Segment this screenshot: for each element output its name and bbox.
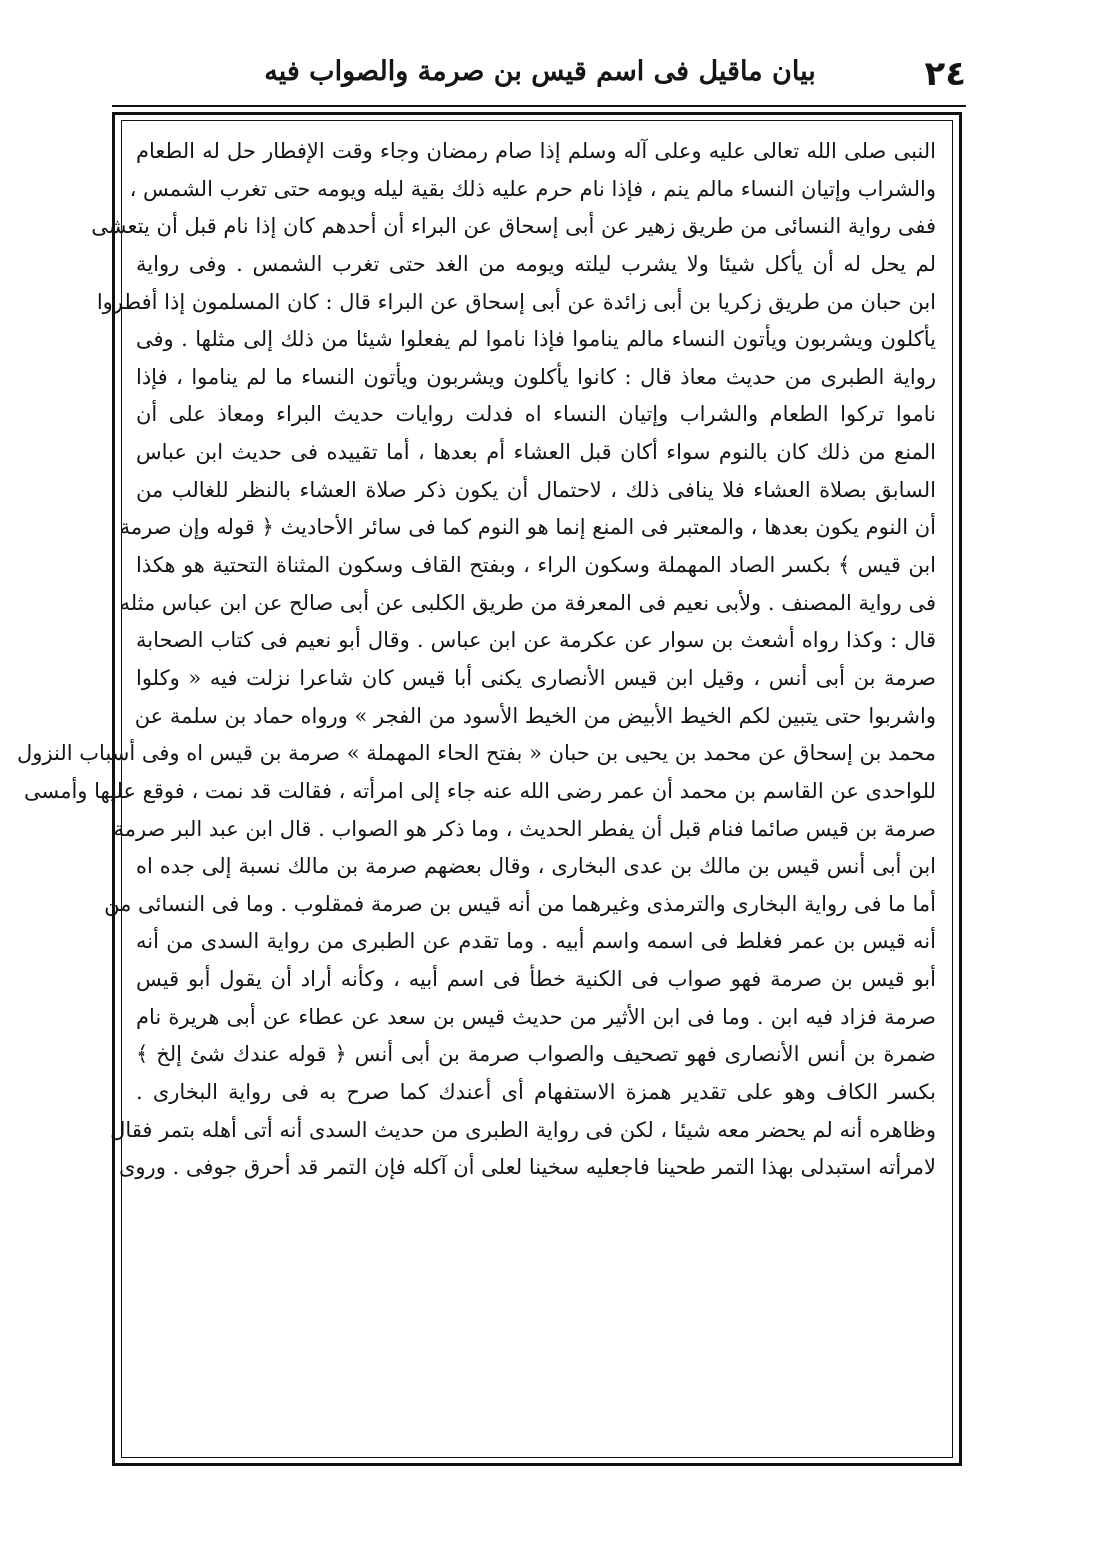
text-line: أما ما فى رواية البخارى والترمذى وغيرهما من أنه قيس بن صرمة فمقلوب . وما فى النسائى من	[104, 891, 936, 916]
text-line: قال : وكذا رواه أشعث بن سوار عن عكرمة عن ابن عباس . وقال أبو نعيم فى كتاب الصحابة	[136, 628, 936, 653]
text-line: محمد بن إسحاق عن محمد بن يحيى بن حبان « بفتح الحاء المهملة » صرمة بن قيس اه وفى أسباب النزول	[17, 741, 936, 766]
text-line: بكسر الكاف وهو على تقدير همزة الاستفهام أى أعندك كما صرح به فى رواية البخارى .	[136, 1080, 936, 1105]
text-line: ابن أبى أنس قيس بن مالك بن عدى البخارى ، وقال بعضهم صرمة بن مالك نسبة إلى جده اه	[136, 854, 936, 879]
text-line: المنع من ذلك كان بالنوم سواء أكان قبل العشاء أم بعدها ، أما تقييده فى حديث ابن عباس	[136, 440, 936, 465]
text-line	[136, 1413, 936, 1451]
text-line: لم يحل له أن يأكل شيئا ولا يشرب ليلته ويومه من الغد حتى تغرب الشمس . وفى رواية	[136, 251, 936, 276]
text-line: ففى رواية النسائى من طريق زهير عن أبى إسحاق عن البراء أن أحدهم كان إذا نام قبل أن يتعشى	[91, 214, 936, 239]
text-line: النبى صلى الله تعالى عليه وعلى آله وسلم إذا صام رمضان وجاء وقت الإفطار حل له الطعام	[136, 139, 936, 163]
text-line	[136, 1262, 936, 1300]
running-title: بيان ماقيل فى اسم قيس بن صرمة والصواب فيه	[264, 56, 816, 87]
text-line: يأكلون ويشربون ويأتون النساء مالم يناموا فإذا ناموا لم يفعلوا شيئا من ذلك إلى مثلها . وفى	[136, 327, 936, 352]
page-header	[120, 52, 966, 100]
page-number: ٢٤	[924, 54, 966, 94]
text-line	[136, 1225, 936, 1263]
text-line: والشراب وإتيان النساء مالم ينم ، فإذا نام حرم عليه ذلك بقية ليله ويومه حتى تغرب الشمس ،	[129, 176, 936, 201]
text-line: فى رواية المصنف . ولأبى نعيم فى المعرفة من طريق الكلبى عن أبى صالح عن ابن عباس مثله	[119, 590, 936, 615]
text-body	[17, 133, 936, 1451]
text-line: وظاهره أنه لم يحضر معه شيئا ، لكن فى رواية الطبرى من حديث السدى أنه أتى أهله بتمر فقال	[110, 1117, 936, 1142]
text-line: صرمة بن قيس صائما فنام قبل أن يفطر الحديث ، وما ذكر هو الصواب . قال ابن عبد البر صرمة	[113, 816, 936, 841]
text-line: أبو قيس بن صرمة فهو صواب فى الكنية خطأ فى اسم أبيه ، وكأنه أراد أن يقول أبو قيس	[136, 967, 936, 992]
text-line: السابق بصلاة العشاء فلا ينافى ذلك ، لاحتمال أن يكون ذكر صلاة العشاء بالنظر للغالب من	[136, 477, 936, 502]
text-line: رواية الطبرى من حديث معاذ قال : كانوا يأكلون ويشربون ويأتون النساء ما لم يناموا ، فإذا	[136, 364, 936, 389]
text-line	[136, 1300, 936, 1338]
text-line: ناموا تركوا الطعام والشراب وإتيان النساء اه فدلت روايات حديث البراء ومعاذ على أن	[136, 402, 936, 427]
text-line: صرمة بن أبى أنس ، وقيل ابن قيس الأنصارى يكنى أبا قيس كان شاعرا نزلت فيه « وكلوا	[136, 665, 936, 690]
text-line	[136, 1338, 936, 1376]
text-line: ضمرة بن أنس الأنصارى فهو تصحيف والصواب صرمة بن أبى أنس ﴿ قوله عندك شئ إلخ ﴾	[136, 1042, 936, 1067]
text-line	[136, 1187, 936, 1225]
text-line: للواحدى عن القاسم بن محمد أن عمر رضى الله عنه جاء إلى امرأته ، فقالت قد نمت ، فوقع عليها وأمسى	[23, 778, 936, 803]
text-line: ابن قيس ﴾ بكسر الصاد المهملة وسكون الراء ، وبفتح القاف وسكون المثناة التحتية هو هكذا	[136, 553, 936, 578]
text-line: واشربوا حتى يتبين لكم الخيط الأبيض من الخيط الأسود من الفجر » ورواه حماد بن سلمة عن	[134, 703, 936, 728]
header-rule	[112, 105, 966, 107]
text-line: ابن حبان من طريق زكريا بن أبى زائدة عن أبى إسحاق عن البراء قال : كان المسلمون إذا أفطروا	[96, 289, 936, 314]
text-line: أنه قيس بن عمر فغلط فى اسمه واسم أبيه . وما تقدم عن الطبرى من رواية السدى من أنه	[136, 929, 936, 954]
text-line	[136, 1375, 936, 1413]
text-line: صرمة فزاد فيه ابن . وما فى ابن الأثير من حديث قيس بن سعد عن عطاء عن أبى هريرة نام	[136, 1004, 936, 1029]
text-line: أن النوم يكون بعدها ، والمعتبر فى المنع إنما هو النوم كما فى سائر الأحاديث ﴿ قوله وإن صرمة	[119, 515, 936, 540]
text-line: لامرأته استبدلى بهذا التمر طحينا فاجعليه سخينا لعلى أن آكله فإن التمر قد أحرق جوفى . وروى	[118, 1155, 936, 1180]
